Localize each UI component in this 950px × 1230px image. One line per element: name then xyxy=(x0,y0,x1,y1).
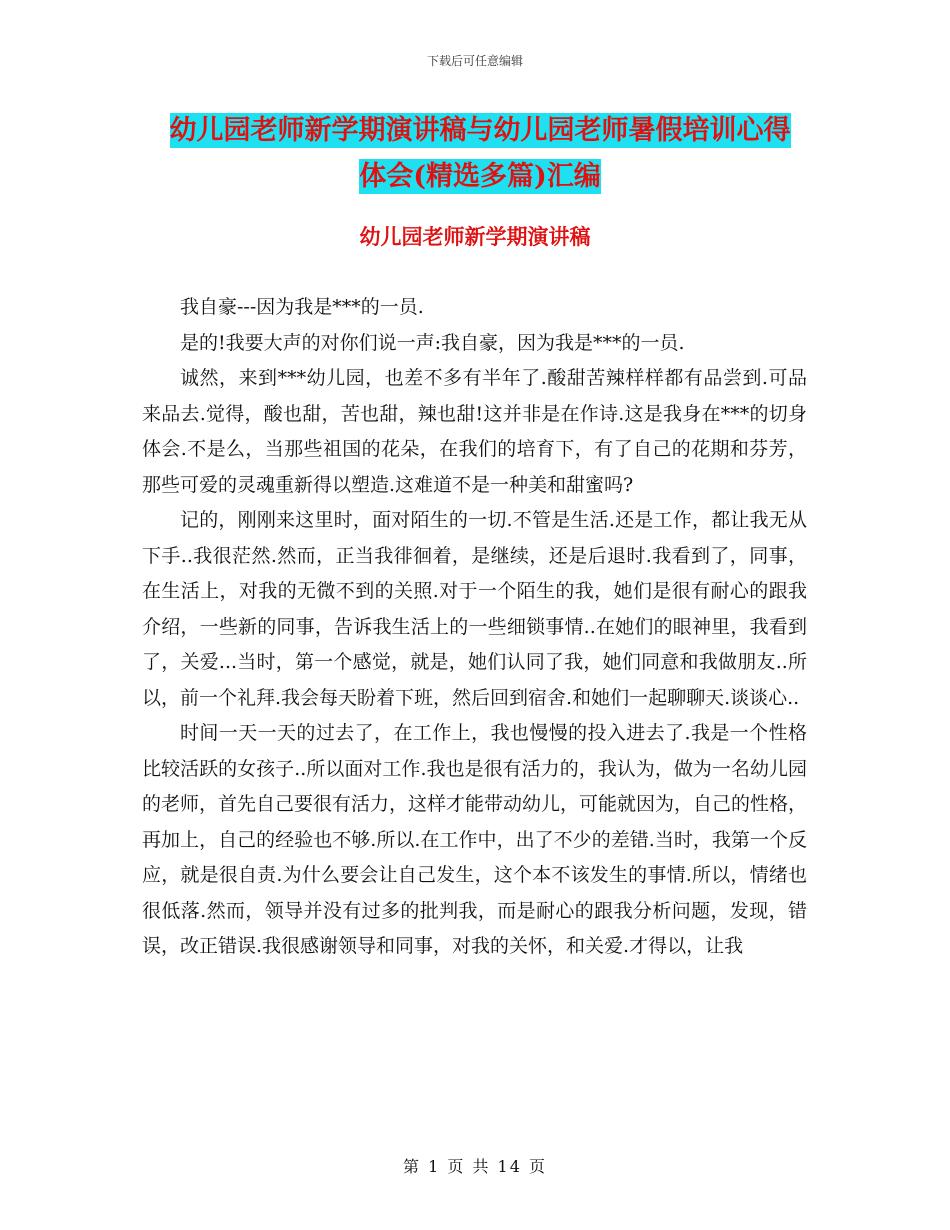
document-title-line-1: 幼儿园老师新学期演讲稿与幼儿园老师暑假培训心得 xyxy=(169,115,791,146)
document-title-line-2: 体会(精选多篇)汇编 xyxy=(359,161,601,192)
document-title xyxy=(140,108,820,200)
paragraph-4: 记的，刚刚来这里时，面对陌生的一切.不管是生活.还是工作，都让我无从下手..我很茫然.然而，正当我徘徊着，是继续，还是后退时.我看到了，同事，在生活上，对我的无微不到的关照.对于一个陌生的我，她们是很有耐心的跟我介绍，一些新的同事，告诉我生活上的一些细锁事情..在她们的眼神里，我看到了，关爱...当时，第一个感觉，就是，她们认同了我，她们同意和我做朋友..所以，前一个礼拜.我会每天盼着下班，然后回到宿舍.和她们一起聊聊天.谈谈心.. xyxy=(142,509,807,709)
paragraph-2: 是的!我要大声的对你们说一声:我自豪，因为我是***的一员. xyxy=(180,331,685,354)
page-number-footer: 第 1 页 共 14 页 xyxy=(403,1157,547,1176)
paragraph-1: 我自豪---因为我是***的一员. xyxy=(180,296,424,318)
section-title: 幼儿园老师新学期演讲稿 xyxy=(359,224,591,249)
paragraph-3: 诚然，来到***幼儿园，也差不多有半年了.酸甜苦辣样样都有品尝到.可品来品去.觉得，酸也甜，苦也甜，辣也甜!这并非是在作诗.这是我身在***的切身体会.不是么，当那些祖国的花朵，在我们的培育下，有了自己的花期和芬芳，那些可爱的灵魂重新得以塑造.这难道不是一种美和甜蜜吗? xyxy=(142,367,807,496)
page-header-note: 下载后可任意编辑 xyxy=(426,54,523,68)
document-body xyxy=(142,290,807,965)
paragraph-5: 时间一天一天的过去了，在工作上，我也慢慢的投入进去了.我是一个性格比较活跃的女孩子..所以面对工作.我也是很有活力的，我认为，做为一名幼儿园的老师，首先自己要很有活力，这样才能带动幼儿，可能就因为，自己的性格，再加上，自己的经验也不够.所以.在工作中，出了不少的差错.当时，我第一个反应，就是很自责.为什么要会让自己发生，这个本不该发生的事情.所以，情绪也很低落.然而，领导并没有过多的批判我，而是耐心的跟我分析问题，发现，错误，改正错误.我很感谢领导和同事，对我的关怀，和关爱.才得以，让我 xyxy=(142,722,808,957)
